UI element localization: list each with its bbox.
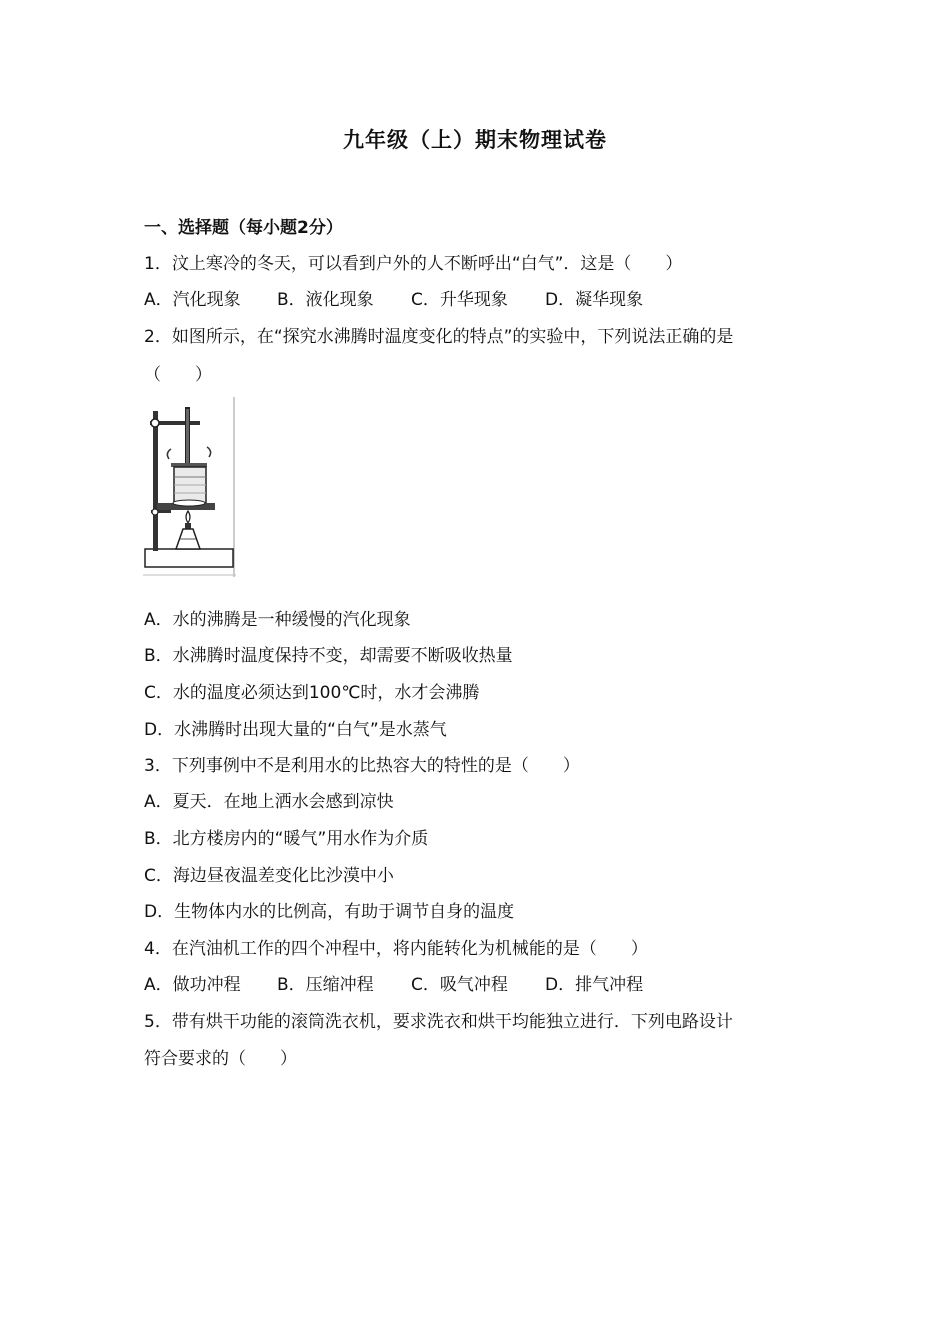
question-5-stem: 5．带有烘干功能的滚筒洗衣机，要求洗衣和烘干均能独立进行．下列电路设计 <box>144 1012 733 1032</box>
q1-option-b: B．液化现象 <box>277 290 374 310</box>
question-4-options <box>144 973 643 997</box>
q1-option-d: D．凝华现象 <box>545 290 644 310</box>
q2-option-d: D．水沸腾时出现大量的“白气”是水蒸气 <box>144 720 447 740</box>
q4-option-b: B．压缩冲程 <box>277 975 374 995</box>
q1-option-c: C．升华现象 <box>411 290 508 310</box>
q3-option-d: D．生物体内水的比例高，有助于调节自身的温度 <box>144 902 515 922</box>
question-1-options <box>144 288 643 312</box>
q3-option-b: B．北方楼房内的“暖气”用水作为介质 <box>144 829 429 849</box>
q4-option-d: D．排气冲程 <box>545 975 644 995</box>
q2-option-c: C．水的温度必须达到100℃时，水才会沸腾 <box>144 683 480 703</box>
question-3-stem: 3．下列事例中不是利用水的比热容大的特性的是（ ） <box>144 756 580 776</box>
question-1-stem: 1．汶上寒冷的冬天，可以看到户外的人不断呼出“白气”．这是（ ） <box>144 254 683 274</box>
q4-option-c: C．吸气冲程 <box>411 975 508 995</box>
question-2-stem: 2．如图所示，在“探究水沸腾时温度变化的特点”的实验中，下列说法正确的是 <box>144 327 734 347</box>
q4-option-a: A．做功冲程 <box>144 975 241 995</box>
boiling-apparatus-figure <box>143 397 236 577</box>
section-heading: 一、选择题（每小题2分） <box>144 218 343 238</box>
q1-option-a: A．汽化现象 <box>144 290 241 310</box>
q2-option-a: A．水的沸腾是一种缓慢的汽化现象 <box>144 610 411 630</box>
boiling-apparatus-illustration <box>143 397 236 577</box>
question-4-stem: 4．在汽油机工作的四个冲程中，将内能转化为机械能的是（ ） <box>144 939 648 959</box>
question-2-stem-cont: （ ） <box>144 365 212 385</box>
question-5-stem-cont: 符合要求的（ ） <box>144 1049 297 1069</box>
q3-option-c: C．海边昼夜温差变化比沙漠中小 <box>144 866 394 886</box>
q2-option-b: B．水沸腾时温度保持不变，却需要不断吸收热量 <box>144 646 513 666</box>
page-title: 九年级（上）期末物理试卷 <box>343 128 607 152</box>
q3-option-a: A．夏天．在地上洒水会感到凉快 <box>144 792 394 812</box>
